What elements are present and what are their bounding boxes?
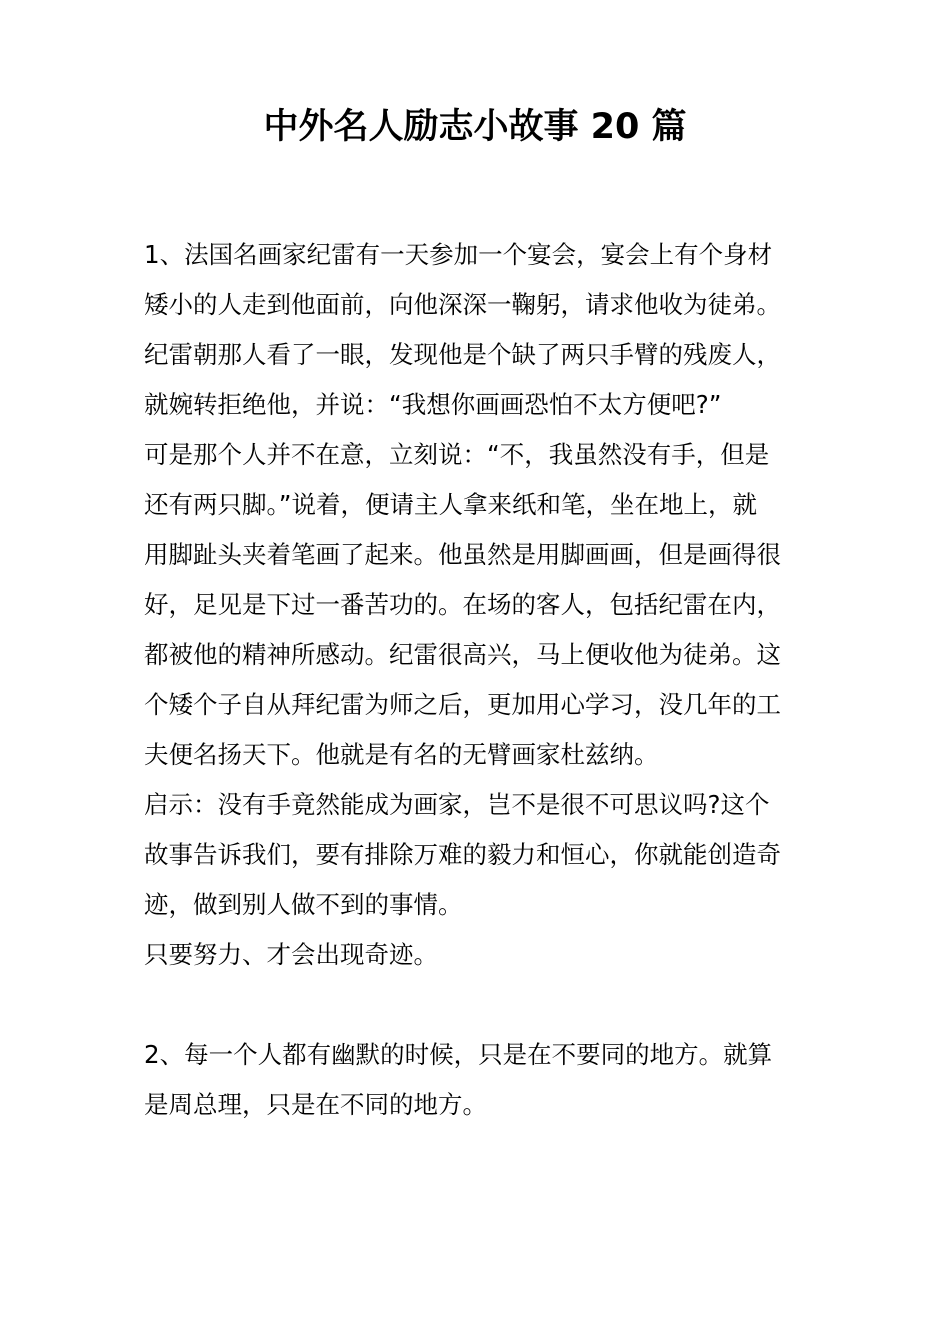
story-1: [144, 230, 810, 980]
paragraph-line: 好，足见是下过一番苦功的。在场的客人，包括纪雷在内，: [144, 590, 781, 619]
document-body: [144, 230, 810, 1130]
paragraph-line: 2、每一个人都有幽默的时候，只是在不要同的地方。就算: [144, 1040, 773, 1069]
paragraph-gap: [144, 980, 810, 1030]
paragraph-line: 夫便名扬天下。他就是有名的无臂画家杜兹纳。: [144, 740, 659, 769]
moral-line: 迹，做到别人做不到的事情。: [144, 890, 463, 919]
paragraph-line: 就婉转拒绝他，并说：“我想你画画恐怕不太方便吧?”: [144, 390, 722, 419]
paragraph-line: 都被他的精神所感动。纪雷很高兴，马上便收他为徒弟。这: [144, 640, 781, 669]
paragraph-line: 1、法国名画家纪雷有一天参加一个宴会，宴会上有个身材: [144, 240, 773, 269]
paragraph-line: 可是那个人并不在意，立刻说：“不，我虽然没有手，但是: [144, 440, 770, 469]
paragraph-line: 用脚趾头夹着笔画了起来。他虽然是用脚画画，但是画得很: [144, 540, 781, 569]
document-title: 中外名人励志小故事 20 篇: [263, 107, 687, 147]
paragraph-line: 个矮个子自从拜纪雷为师之后，更加用心学习，没几年的工: [144, 690, 781, 719]
paragraph-line: 纪雷朝那人看了一眼，发现他是个缺了两只手臂的残废人，: [144, 340, 781, 369]
paragraph-line: 是周总理，只是在不同的地方。: [144, 1090, 487, 1119]
moral-line: 启示：没有手竟然能成为画家，岂不是很不可思议吗?这个: [144, 790, 770, 819]
moral-line: 故事告诉我们，要有排除万难的毅力和恒心，你就能创造奇: [144, 840, 781, 869]
moral-line: 只要努力、才会出现奇迹。: [144, 940, 438, 969]
paragraph-line: 还有两只脚。”说着，便请主人拿来纸和笔，坐在地上，就: [144, 490, 757, 519]
paragraph-line: 矮小的人走到他面前，向他深深一鞠躬，请求他收为徒弟。: [144, 290, 781, 319]
story-2: [144, 1030, 810, 1130]
